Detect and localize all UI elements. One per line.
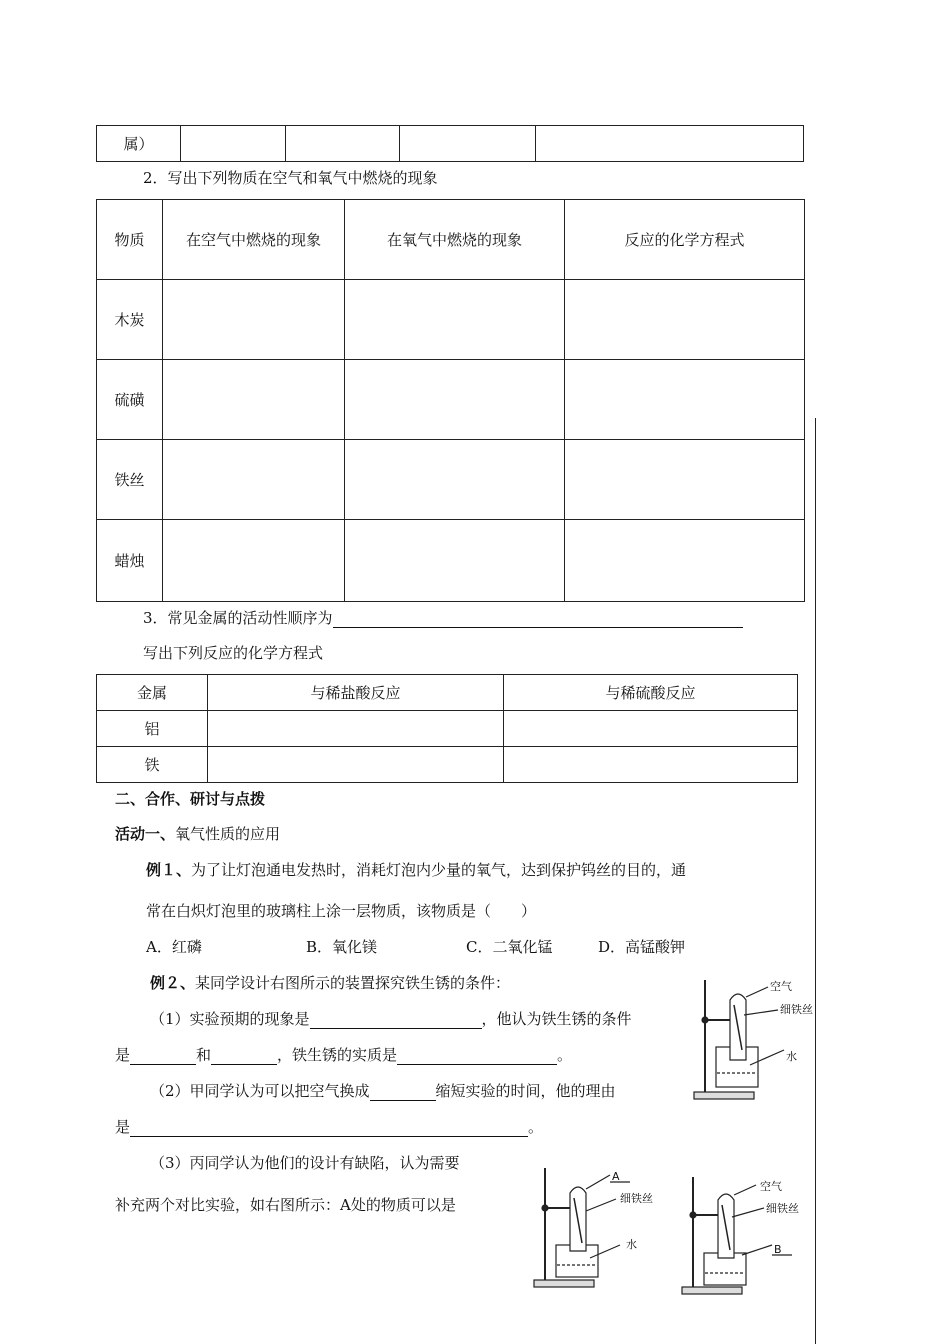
- table-cell[interactable]: [565, 280, 805, 360]
- part-text: 缩短实验的时间，他的理由: [435, 1082, 616, 1100]
- label-iron-wire: 细铁丝: [766, 1202, 799, 1215]
- stand-base: [682, 1287, 742, 1294]
- table-cell[interactable]: [208, 747, 504, 783]
- table-cell[interactable]: [208, 711, 504, 747]
- label-air: 空气: [770, 980, 792, 993]
- table-cell[interactable]: [163, 520, 345, 602]
- part-text: ，铁生锈的实质是: [277, 1046, 398, 1064]
- stand-base: [694, 1092, 754, 1099]
- part-text: 是: [115, 1118, 131, 1136]
- part-text: ，他认为铁生锈的条件: [481, 1010, 632, 1028]
- table-cell[interactable]: [565, 520, 805, 602]
- part-text: （1）实验预期的现象是: [150, 1010, 310, 1028]
- label-b: B: [774, 1243, 782, 1256]
- activity-heading: [115, 823, 280, 844]
- answer-blank[interactable]: [397, 1048, 557, 1065]
- question-3-text: 3．常见金属的活动性顺序为: [143, 609, 333, 627]
- table-cell[interactable]: [565, 440, 805, 520]
- example-2-part2-cont: [115, 1116, 543, 1137]
- part-text: （2）甲同学认为可以把空气换成: [150, 1082, 370, 1100]
- table-cell[interactable]: [345, 280, 565, 360]
- example-2-part1-cont: [115, 1044, 572, 1065]
- table-cell: [536, 126, 804, 162]
- apparatus-figure-1: [690, 975, 815, 1105]
- option-c[interactable]: C．二氧化锰: [466, 938, 553, 956]
- question-3-title: [143, 607, 743, 628]
- table-cell[interactable]: [345, 440, 565, 520]
- table-header: 与稀硫酸反应: [504, 675, 798, 711]
- table-header: 与稀盐酸反应: [208, 675, 504, 711]
- part-text: 。: [528, 1118, 544, 1136]
- answer-blank[interactable]: [333, 611, 743, 628]
- activity-label: 活动一、: [115, 825, 176, 843]
- example-2-part3-cont: 补充两个对比实验，如右图所示：A处的物质可以是: [115, 1196, 456, 1214]
- metal-acid-table: [96, 674, 798, 783]
- activity-title: 氧气性质的应用: [175, 825, 281, 843]
- part-text: 是: [115, 1046, 131, 1064]
- table-cell: [181, 126, 286, 162]
- combustion-table: [96, 199, 805, 602]
- example-label: 例１、: [146, 861, 192, 879]
- part-text: 和: [196, 1046, 212, 1064]
- answer-blank[interactable]: [370, 1084, 436, 1101]
- table-row-label: 铝: [97, 711, 208, 747]
- table-cell: [400, 126, 536, 162]
- table-header: 金属: [97, 675, 208, 711]
- table-header: 在氧气中燃烧的现象: [345, 200, 565, 280]
- label-iron-wire: 细铁丝: [780, 1003, 813, 1016]
- table-cell[interactable]: [504, 711, 798, 747]
- table-cell: [286, 126, 400, 162]
- answer-blank[interactable]: [310, 1012, 482, 1029]
- option-b[interactable]: B．氧化镁: [306, 938, 378, 956]
- table-header: 在空气中燃烧的现象: [163, 200, 345, 280]
- section-title: 二、合作、研讨与点拨: [115, 790, 266, 808]
- table-header: 物质: [97, 200, 163, 280]
- example-2-intro: [150, 972, 510, 993]
- apparatus-figure-3: [678, 1175, 813, 1300]
- table-row-label: 木炭: [97, 280, 163, 360]
- answer-blank[interactable]: [211, 1048, 277, 1065]
- question-2-title: 2．写出下列物质在空气和氧气中燃烧的现象: [143, 169, 438, 187]
- label-water: 水: [786, 1050, 797, 1063]
- answer-blank[interactable]: [130, 1048, 196, 1065]
- table-cell[interactable]: [345, 520, 565, 602]
- example-2-part2: [150, 1080, 616, 1101]
- example-2-part3: （3）丙同学认为他们的设计有缺陷，认为需要: [150, 1154, 460, 1172]
- table-row-label: 蜡烛: [97, 520, 163, 602]
- table-cell[interactable]: [565, 360, 805, 440]
- label-iron-wire: 细铁丝: [620, 1192, 653, 1205]
- option-a[interactable]: A．红磷: [146, 938, 202, 956]
- example-text: 为了让灯泡通电发热时，消耗灯泡内少量的氧气，达到保护钨丝的目的，通: [191, 861, 687, 879]
- answer-blank[interactable]: [130, 1120, 528, 1137]
- table-row-label: 硫磺: [97, 360, 163, 440]
- table-cell[interactable]: [345, 360, 565, 440]
- table-header: 反应的化学方程式: [565, 200, 805, 280]
- apparatus-figure-2: [530, 1163, 670, 1293]
- question-3-sub: 写出下列反应的化学方程式: [143, 644, 324, 662]
- option-d[interactable]: D．高锰酸钾: [598, 938, 686, 956]
- part-text: 。: [557, 1046, 573, 1064]
- table-cell[interactable]: [163, 280, 345, 360]
- example-1-line2: 常在白炽灯泡里的玻璃柱上涂一层物质，该物质是（ ）: [146, 902, 537, 920]
- label-water: 水: [626, 1238, 637, 1251]
- example-text: 某同学设计右图所示的装置探究铁生锈的条件：: [195, 974, 511, 992]
- label-a: A: [612, 1170, 620, 1183]
- table-cell: 属）: [97, 126, 181, 162]
- table-cell[interactable]: [504, 747, 798, 783]
- table-row-label: 铁丝: [97, 440, 163, 520]
- example-label: 例２、: [150, 974, 196, 992]
- table-cell[interactable]: [163, 360, 345, 440]
- table-cell[interactable]: [163, 440, 345, 520]
- stand-base: [534, 1280, 594, 1287]
- label-air: 空气: [760, 1180, 782, 1193]
- example-2-part1: [150, 1008, 632, 1029]
- example-1-line1: [146, 859, 686, 880]
- margin-rule: [815, 418, 816, 1344]
- table-prev-tail: [96, 125, 804, 162]
- table-row-label: 铁: [97, 747, 208, 783]
